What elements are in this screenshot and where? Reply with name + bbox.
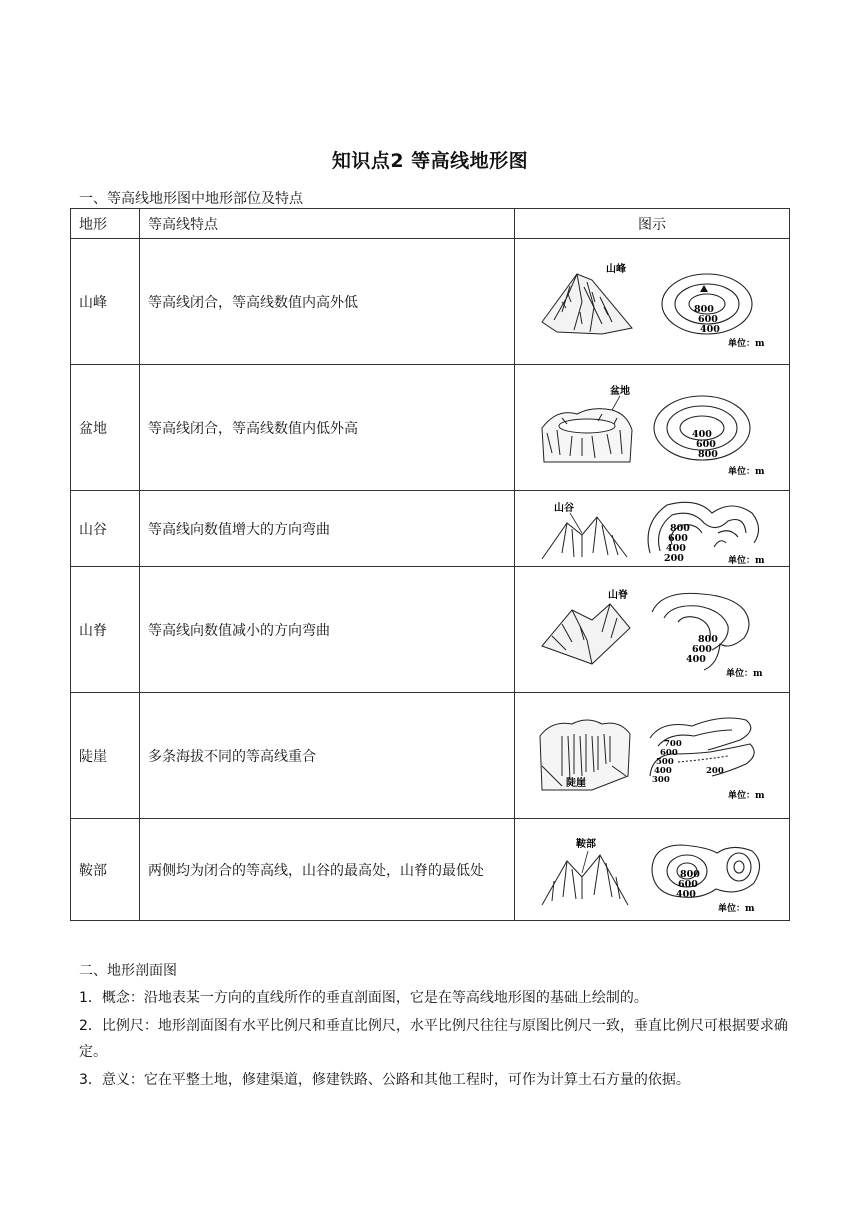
unit-label: 单位：m <box>728 790 765 801</box>
terrain-feature: 多条海拔不同的等高线重合 <box>140 693 515 819</box>
contour-value: 800 <box>698 633 718 645</box>
table-row <box>71 491 790 567</box>
contour-value: 600 <box>668 532 688 544</box>
contour-value: 400 <box>700 323 720 335</box>
header-terrain: 地形 <box>71 209 140 239</box>
terrain-name: 山峰 <box>71 239 140 365</box>
peak-fig-label: 山峰 <box>606 263 626 275</box>
peak-sketch-icon <box>542 274 632 334</box>
table-row <box>71 819 790 921</box>
terrain-feature: 两侧均为闭合的等高线，山谷的最高处，山脊的最低处 <box>140 819 515 921</box>
terrain-feature: 等高线闭合，等高线数值内低外高 <box>140 365 515 491</box>
contour-value: 500 <box>656 756 674 767</box>
contour-value: 200 <box>706 765 724 776</box>
paragraph-concept: 1．概念：沿地表某一方向的直线所作的垂直剖面图，它是在等高线地形图的基础上绘制的。 <box>79 990 648 1006</box>
paragraph-significance: 3．意义：它在平整土地，修建渠道，修建铁路、公路和其他工程时，可作为计算土石方量的依据。 <box>79 1072 690 1088</box>
contour-value: 800 <box>694 303 714 315</box>
valley-fig-label: 山谷 <box>554 502 574 514</box>
unit-label: 单位：m <box>728 555 765 565</box>
contour-value: 400 <box>692 428 712 440</box>
table-row <box>71 567 790 693</box>
header-feature: 等高线特点 <box>140 209 515 239</box>
contour-value: 600 <box>698 313 718 325</box>
figure-peak <box>515 239 790 365</box>
ridge-fig-label: 山脊 <box>608 589 628 601</box>
figure-valley <box>515 491 790 567</box>
unit-label: 单位：m <box>726 668 763 679</box>
table-row <box>71 693 790 819</box>
paragraph-scale: 2．比例尺：地形剖面图有水平比例尺和垂直比例尺，水平比例尺往往与原图比例尺一致，垂直比例尺可根据要求确定。 <box>79 1018 788 1060</box>
ridge-sketch-icon <box>542 604 630 664</box>
basin-fig-label: 盆地 <box>610 385 630 397</box>
page-title: 知识点2 等高线地形图 <box>331 150 529 172</box>
table-row <box>71 365 790 491</box>
contour-value: 400 <box>654 765 672 776</box>
table-row <box>71 239 790 365</box>
section-heading-2: 二、地形剖面图 <box>79 963 177 979</box>
contour-value: 700 <box>664 738 682 749</box>
terrain-name: 鞍部 <box>71 819 140 921</box>
terrain-name: 山脊 <box>71 567 140 693</box>
terrain-name: 盆地 <box>71 365 140 491</box>
figure-basin <box>515 365 790 491</box>
contour-value: 200 <box>664 552 684 564</box>
unit-label: 单位：m <box>718 903 755 914</box>
contour-value: 600 <box>696 438 716 450</box>
terrain-feature: 等高线闭合，等高线数值内高外低 <box>140 239 515 365</box>
valley-sketch-icon <box>542 517 627 559</box>
valley-contour-icon <box>648 502 758 553</box>
contour-value: 800 <box>670 522 690 534</box>
contour-value: 800 <box>698 448 718 460</box>
figure-saddle <box>515 819 790 921</box>
terrain-feature: 等高线向数值增大的方向弯曲 <box>140 491 515 567</box>
contour-value: 400 <box>666 542 686 554</box>
contour-value: 600 <box>678 878 698 890</box>
contour-value: 400 <box>676 888 696 900</box>
terrain-name: 陡崖 <box>71 693 140 819</box>
table-header-row <box>71 209 790 239</box>
saddle-contour-icon <box>652 845 760 897</box>
unit-label: 单位：m <box>728 338 765 349</box>
saddle-fig-label: 鞍部 <box>576 838 596 850</box>
header-figure: 图示 <box>515 209 790 239</box>
contour-value: 400 <box>686 653 706 665</box>
contour-value: 600 <box>692 643 712 655</box>
summit-triangle-icon <box>700 285 708 292</box>
figure-ridge <box>515 567 790 693</box>
contour-value: 300 <box>652 774 670 785</box>
basin-sketch-icon <box>542 408 632 461</box>
terrain-feature: 等高线向数值减小的方向弯曲 <box>140 567 515 693</box>
terrain-table <box>70 208 790 921</box>
contour-value: 800 <box>680 868 700 880</box>
figure-cliff <box>515 693 790 819</box>
contour-value: 600 <box>660 747 678 758</box>
unit-label: 单位：m <box>728 466 765 477</box>
section-heading-1: 一、等高线地形图中地形部位及特点 <box>79 191 303 207</box>
terrain-name: 山谷 <box>71 491 140 567</box>
cliff-fig-label: 陡崖 <box>566 777 586 789</box>
